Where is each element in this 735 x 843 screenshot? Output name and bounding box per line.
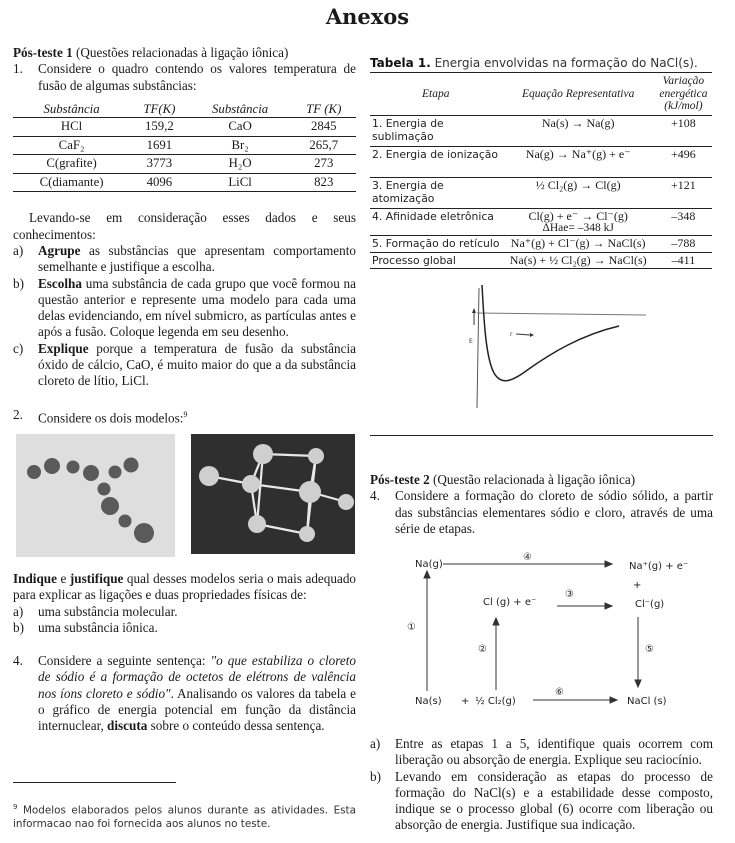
q2-item-a: a) uma substância molecular.	[13, 603, 178, 619]
table-row: C(diamante) 4096 LiCl 823	[13, 173, 356, 192]
cl-g-label: Cl (g) + e⁻	[483, 597, 537, 608]
right-column	[370, 56, 713, 269]
x-axis-label: r	[510, 331, 513, 338]
question-1: 1. Considere o quadro contendo os valores temperatura de fusão de algumas substâncias:	[13, 61, 356, 93]
model-photos	[16, 434, 356, 557]
molecular-model-photo	[16, 434, 175, 557]
table-1-caption: Tabela 1. Energia envolvidas na formação do NaCl(s).	[370, 56, 698, 70]
question-2-prompt: Indique e justifique qual desses modelos seria o mais adequado para explicar as ligações e duas propriedades físicas de:	[13, 571, 357, 603]
half-cl2-label: ½ Cl₂(g)	[475, 696, 516, 707]
col-header-etapa: Etapa	[370, 73, 502, 116]
potential-energy-curve	[466, 283, 656, 418]
na-plus-label: Na⁺(g) + e⁻	[629, 561, 689, 572]
na-s-label: Na(s)	[415, 696, 442, 707]
item-c: c) Explique porque a temperatura de fusão da substância óxido de cálcio, CaO, é muito maior do que a da substância cloreto de lítio, LiCl.	[13, 340, 356, 389]
step-3-marker: ③	[565, 589, 574, 600]
table-row: HCl 159,2 CaO 2845	[13, 118, 356, 137]
quoted-sentence: "o que estabiliza o cloreto de sódio é a formação de octetos de elétrons de valência nos íons cloreto e sódio"	[38, 653, 356, 701]
item-a: a) Agrupe as substâncias que apresentam comportamento semelhante e justifique a escolha.	[13, 242, 356, 275]
step-4-marker: ④	[523, 552, 532, 563]
question-2-continuation	[13, 571, 356, 735]
pos-teste-2	[370, 472, 713, 537]
col-header-equacao: Equação Representativa	[502, 73, 655, 116]
table-row: CaF₂ 1691 Br₂ 265,7	[13, 136, 356, 155]
footnote-divider	[13, 782, 176, 783]
table-row: 1. Energia de sublimação Na(s) → Na(g) +108	[370, 115, 712, 146]
born-haber-cycle-diagram	[395, 545, 715, 715]
section-divider	[370, 435, 713, 436]
table-row: 5. Formação do retículo Na⁺(g) + Cl⁻(g) → NaCl(s) –788	[370, 236, 712, 253]
col-header: TF (K)	[292, 101, 356, 118]
col-header: Substância	[189, 101, 292, 118]
cl-minus-label: Cl⁻(g)	[635, 599, 665, 610]
pt2-item-b: b) Levando em consideração as etapas do processo de formação do NaCl(s) e a estabilidade desse composto, indique se o processo global (6) ocorre com liberação ou absorção de energia. Justifique sua indicação.	[370, 768, 713, 833]
intro-paragraph: Levando-se em consideração esses dados e seus conhecimentos:	[13, 210, 356, 242]
item-b: b) Escolha uma substância de cada grupo que você formou na questão anterior e represente uma modelo para cada uma delas evidenciando, em nível submicro, as partículas antes e após a fusão. Coloque legenda em seu desenho.	[13, 275, 356, 340]
table-row: 2. Energia de ionização Na(g) → Na⁺(g) + e⁻ +496	[370, 146, 712, 177]
question-4-left: 4. Considere a seguinte sentença: "o que estabiliza o cloreto de sódio é a formação de octetos de elétrons de valência nos íons cloreto e sódio". Analisando os valores da tabela e o gráfico de energia potencial em função da distância internuclear, discuta sobre o conteúdo dessa sentença.	[13, 653, 356, 734]
table-row: 4. Afinidade eletrônica Cl(g) + e⁻ → Cl⁻(g) ΔHae= –348 kJ –348	[370, 208, 712, 236]
step-2-marker: ②	[478, 644, 487, 655]
q2-item-b: b) uma substância iônica.	[13, 619, 158, 635]
na-g-label: Na(g)	[415, 559, 443, 570]
ionic-lattice-model-photo	[191, 434, 355, 554]
table-row: C(grafite) 3773 H₂O 273	[13, 155, 356, 174]
plus-sign: +	[633, 580, 642, 591]
step-5-marker: ⑤	[645, 644, 654, 655]
melting-point-table	[13, 101, 356, 193]
pt2-item-a: a) Entre as etapas 1 a 5, identifique quais ocorrem com liberação ou absorção de energia. Explique seu raciocínio.	[370, 736, 713, 768]
y-axis-label: E	[469, 338, 473, 345]
footnote: $^9$ Modelos elaborados pelos alunos durante as atividades. Esta informacao nao foi fornecida aos alunos no teste.	[13, 803, 356, 831]
question-4-right: 4. Considere a formação do cloreto de sódio sólido, a partir das substâncias elementares sódio e cloro, através de uma série de etapas.	[370, 488, 713, 536]
col-header-variacao: Variação energética (kJ/mol)	[655, 73, 712, 116]
col-header: TF(K)	[130, 101, 189, 118]
col-header: Substância	[13, 101, 130, 118]
question-2: 2. Considere os dois modelos:$^9$	[13, 406, 188, 426]
footnote-ref: 9	[183, 409, 188, 419]
pos-teste-1-heading: Pós-teste 1 (Questões relacionadas à ligação iônica)	[13, 45, 289, 60]
table-row: 3. Energia de atomização ½ Cl₂(g) → Cl(g) +121	[370, 177, 712, 208]
left-column	[13, 45, 356, 426]
step-1-marker: ①	[407, 622, 416, 633]
step-6-marker: ⑥	[555, 687, 564, 698]
pos-teste-2-items	[370, 736, 713, 834]
energy-table	[370, 72, 712, 269]
page-title: Anexos	[325, 4, 410, 29]
table-row: Processo global Na(s) + ½ Cl₂(g) → NaCl(s) –411	[370, 252, 712, 269]
nacl-s-label: NaCl (s)	[627, 696, 667, 707]
pos-teste-2-heading: Pós-teste 2 (Questão relacionada à ligação iônica)	[370, 472, 636, 487]
plus-sign-2: +	[461, 696, 470, 707]
